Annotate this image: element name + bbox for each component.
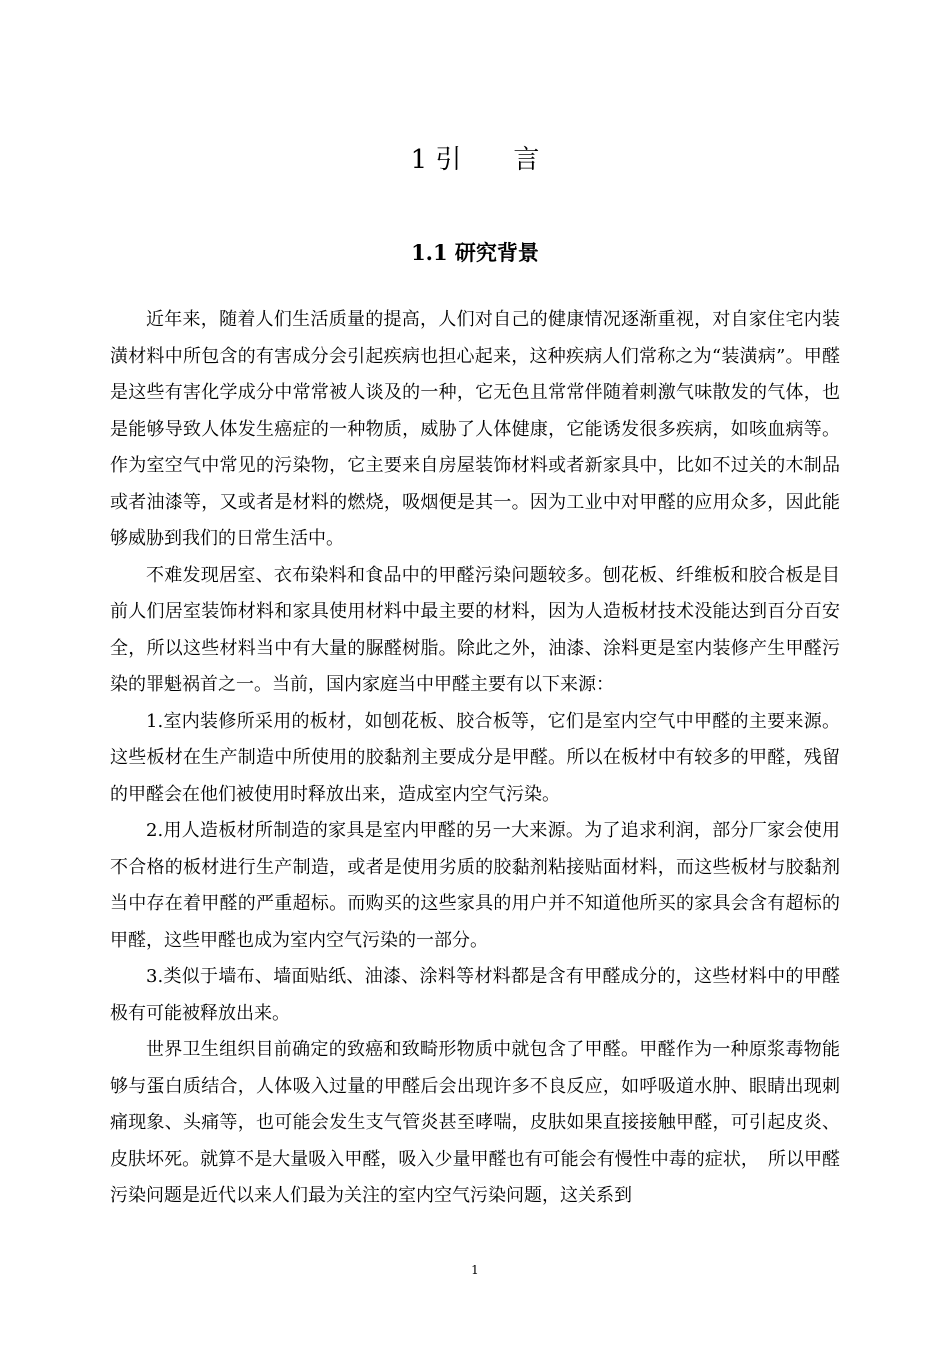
paragraph: 世界卫生组织目前确定的致癌和致畸形物质中就包含了甲醛。甲醛作为一种原浆毒物能够与蛋白质结合，人体吸入过量的甲醛后会出现许多不良反应，如呼吸道水肿、眼睛出现刺痛现象、头痛等，也可能会发生支气管炎甚至哮喘，皮肤如果直接接触甲醛，可引起皮炎、皮肤坏死。就算不是大量吸入甲醛，吸入少量甲醛也有可能会有慢性中毒的症状， 所以甲醛污染问题是近代以来人们最为关注的室内空气污染问题，这关系到 xyxy=(110,1039,840,1206)
page-number: 1 xyxy=(471,1263,479,1277)
paragraph: 1.室内装修所采用的板材，如刨花板、胶合板等，它们是室内空气中甲醛的主要来源。这些板材在生产制造中所使用的胶黏剂主要成分是甲醛。所以在板材中有较多的甲醛，残留的甲醛会在他们被使用时释放出来，造成室内空气污染。 xyxy=(110,710,840,805)
paragraph: 2.用人造板材所制造的家具是室内甲醛的另一大来源。为了追求利润，部分厂家会使用不合格的板材进行生产制造，或者是使用劣质的胶黏剂粘接贴面材料，而这些板材与胶黏剂当中存在着甲醛的严重超标。而购买的这些家具的用户并不知道他所买的家具会含有超标的甲醛，这些甲醛也成为室内空气污染的一部分。 xyxy=(110,820,840,951)
chapter-title: 1 引 言 xyxy=(410,145,540,175)
paragraph: 不难发现居室、衣布染料和食品中的甲醛污染问题较多。刨花板、纤维板和胶合板是目前人们居室装饰材料和家具使用材料中最主要的材料，因为人造板材技术没能达到百分百安全，所以这些材料当中有大量的脲醛树脂。除此之外，油漆、涂料更是室内装修产生甲醛污染的罪魁祸首之一。当前，国内家庭当中甲醛主要有以下来源： xyxy=(110,564,840,695)
paragraph: 近年来，随着人们生活质量的提高，人们对自己的健康情况逐渐重视，对自家住宅内装潢材料中所包含的有害成分会引起疾病也担心起来，这种疾病人们常称之为“装潢病”。甲醛是这些有害化学成分中常常被人谈及的一种，它无色且常常伴随着刺激气味散发的气体，也是能够导致人体发生癌症的一种物质，威胁了人体健康，它能诱发很多疾病，如咳血病等。作为室空气中常见的污染物，它主要来自房屋装饰材料或者新家具中，比如不过关的木制品或者油漆等，又或者是材料的燃烧，吸烟便是其一。因为工业中对甲醛的应用众多，因此能够威胁到我们的日常生活中。 xyxy=(110,309,840,549)
paragraph: 3.类似于墙布、墙面贴纸、油漆、涂料等材料都是含有甲醛成分的，这些材料中的甲醛极有可能被释放出来。 xyxy=(110,966,840,1024)
section-title: 1.1 研究背景 xyxy=(411,240,539,265)
body-text xyxy=(110,302,840,1215)
